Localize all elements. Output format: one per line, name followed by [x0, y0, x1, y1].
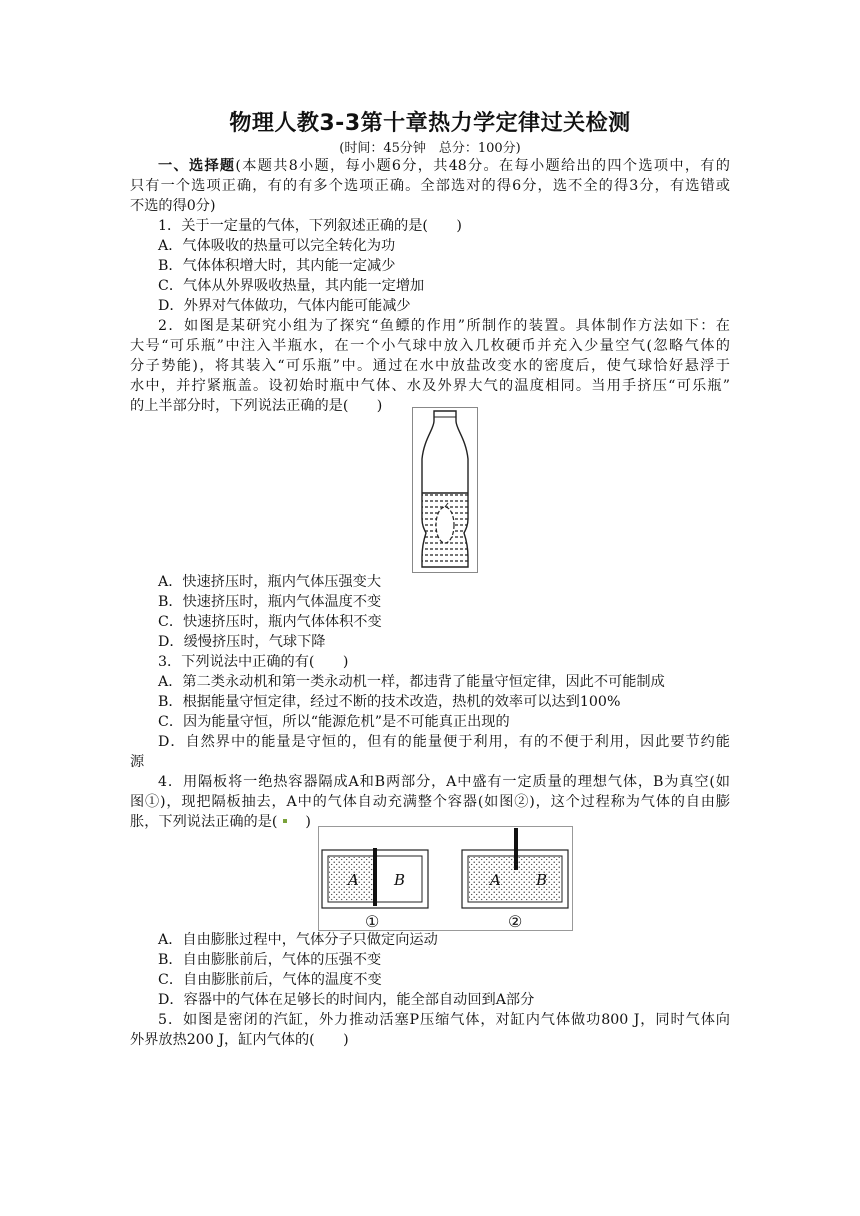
q2-stem-line-3: 分子势能)，将其装入“可乐瓶”中。通过在水中放盐改变水的密度后，使气球恰好悬浮于	[130, 358, 730, 374]
section-intro-line-2: 只有一个选项正确，有的有多个选项正确。全部选对的得6分，选不全的得3分，有选错或	[130, 178, 730, 194]
q3-option-a: A．第二类永动机和第一类永动机一样，都违背了能量守恒定律，因此不可能制成	[158, 674, 665, 690]
q2-option-b: B．快速挤压时，瓶内气体温度不变	[158, 594, 382, 610]
label-a-fig2: A	[490, 871, 501, 889]
q4-stem-line-2: 图①)，现把隔板抽去，A中的气体自动充满整个容器(如图②)，这个过程称为气体的自由膨	[130, 794, 730, 810]
green-dot-mark	[283, 819, 287, 823]
q4-stem-line-1: 4．用隔板将一绝热容器隔成A和B两部分，A中盛有一定质量的理想气体，B为真空(如	[158, 774, 730, 790]
q2-stem-line-2: 大号“可乐瓶”中注入半瓶水，在一个小气球中放入几枚硬币并充入少量空气(忽略气体的	[130, 338, 730, 354]
q5-stem-line-2: 外界放热200 J，缸内气体的( )	[130, 1032, 349, 1048]
q1-stem: 1．关于一定量的气体，下列叙述正确的是( )	[158, 218, 462, 234]
section-intro-line-3: 不选的得0分)	[130, 198, 216, 214]
container-figure	[318, 826, 573, 931]
partition-board-lifted	[514, 828, 518, 870]
q3-option-c: C．因为能量守恒，所以“能源危机”是不可能真正出现的	[158, 714, 510, 730]
q4-option-c: C．自由膨胀前后，气体的温度不变	[158, 972, 382, 988]
document-subtitle: (时间：45分钟 总分：100分)	[339, 141, 521, 156]
q2-stem-line-4: 水中，并拧紧瓶盖。设初始时瓶中气体、水及外界大气的温度相同。当用手挤压“可乐瓶”	[130, 378, 730, 394]
section-intro-line-1: 一、选择题(本题共8小题，每小题6分，共48分。在每小题给出的四个选项中，有的	[158, 158, 730, 174]
bottle-figure	[412, 407, 478, 573]
q2-stem-line-1: 2．如图是某研究小组为了探究“鱼鳔的作用”所制作的装置。具体制作方法如下：在	[158, 318, 730, 334]
q1-option-a: A．气体吸收的热量可以完全转化为功	[158, 238, 396, 254]
q4-stem-line-3: 胀，下列说法正确的是( )	[130, 814, 311, 830]
label-a-fig1: A	[348, 871, 359, 889]
q2-option-d: D．缓慢挤压时，气球下降	[158, 634, 326, 650]
q5-stem-line-1: 5．如图是密闭的汽缸，外力推动活塞P压缩气体，对缸内气体做功800 J，同时气体向	[158, 1012, 730, 1028]
q2-option-c: C．快速挤压时，瓶内气体体积不变	[158, 614, 382, 630]
q3-option-b: B．根据能量守恒定律，经过不断的技术改造，热机的效率可以达到100%	[158, 694, 621, 710]
document-title: 物理人教3-3第十章热力学定律过关检测	[229, 111, 631, 136]
q1-option-d: D．外界对气体做功，气体内能可能减少	[158, 298, 411, 314]
label-b-fig2: B	[536, 871, 548, 889]
q3-option-d-line-1: D．自然界中的能量是守恒的，但有的能量便于利用，有的不便于利用，因此要节约能	[158, 734, 730, 750]
label-b-fig1: B	[394, 871, 406, 889]
q3-stem: 3．下列说法中正确的有( )	[158, 654, 349, 670]
caption-fig2: ②	[508, 912, 523, 931]
q1-option-c: C．气体从外界吸收热量，其内能一定增加	[158, 278, 425, 294]
section-heading: 一、选择题	[158, 158, 236, 174]
balloon	[436, 507, 454, 543]
q4-option-b: B．自由膨胀前后，气体的压强不变	[158, 952, 382, 968]
q4-option-a: A．自由膨胀过程中，气体分子只做定向运动	[158, 932, 438, 948]
partition-board	[373, 848, 377, 906]
q2-stem-line-5: 的上半部分时，下列说法正确的是( )	[130, 398, 383, 414]
q3-option-d-line-2: 源	[130, 754, 145, 770]
q4-option-d: D．容器中的气体在足够长的时间内，能全部自动回到A部分	[158, 992, 535, 1008]
caption-fig1: ①	[365, 912, 380, 931]
q2-option-a: A．快速挤压时，瓶内气体压强变大	[158, 574, 382, 590]
q1-option-b: B．气体体积增大时，其内能一定减少	[158, 258, 396, 274]
